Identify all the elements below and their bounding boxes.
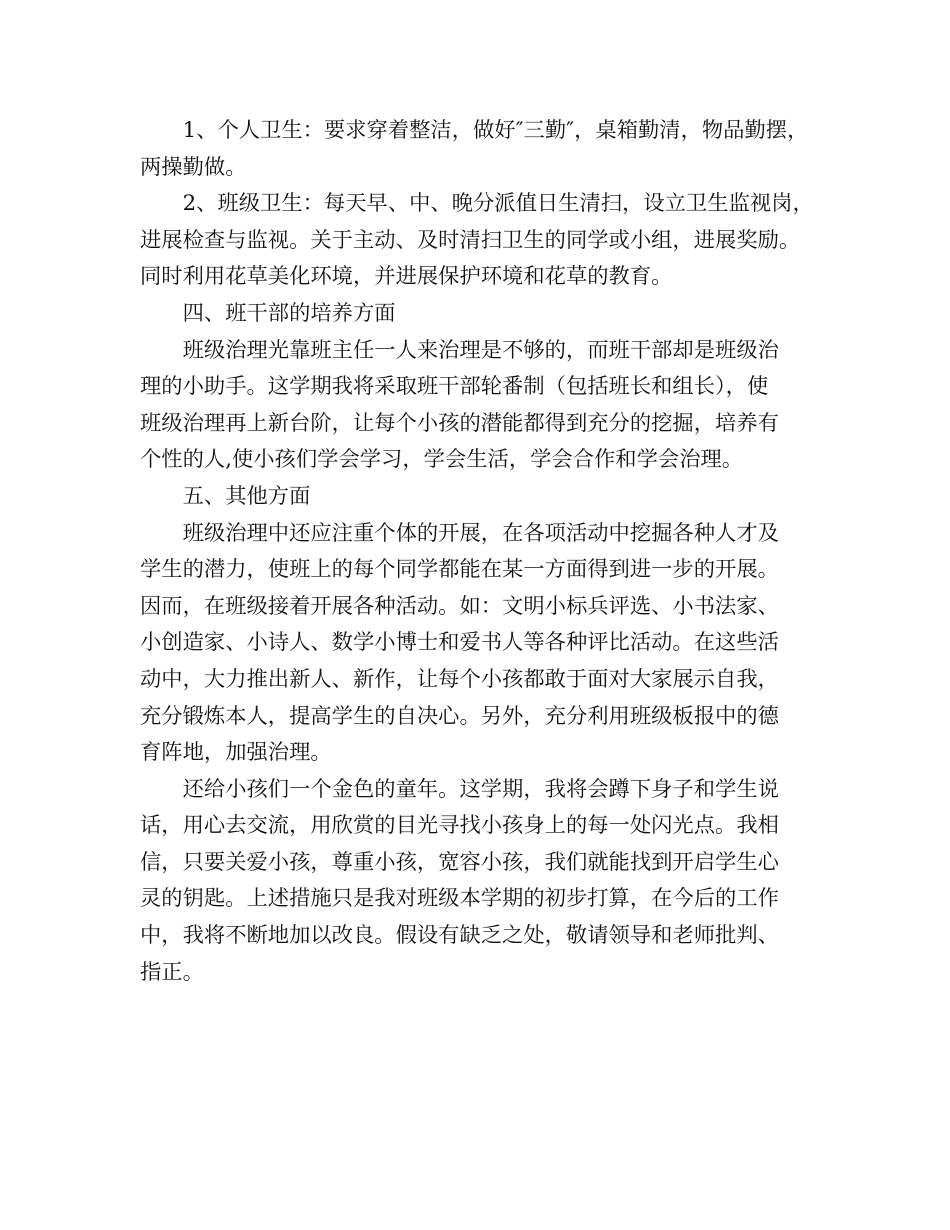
text-line: 动中，大力推出新人、新作，让每个小孩都敢于面对大家展示自我， <box>140 666 779 692</box>
text-line: 班级治理中还应注重个体的开展，在各项活动中挖掘各种人才及 <box>182 520 779 546</box>
section-heading-other <box>140 479 830 516</box>
document-body <box>140 113 830 991</box>
text-line: 中，我将不断地加以改良。假设有缺乏之处，敬请领导和老师批判、 <box>140 923 779 949</box>
paragraph-class-hygiene <box>140 186 830 296</box>
section-heading-class-cadres <box>140 296 830 333</box>
paragraph-personal-hygiene <box>140 113 830 186</box>
paragraph-other <box>140 516 830 772</box>
text-line: 进展检查与监视。关于主动、及时清扫卫生的同学或小组，进展奖励。 <box>140 227 801 253</box>
paragraph-class-cadres <box>140 333 830 479</box>
text-line: 理的小助手。这学期我将采取班干部轮番制（包括班长和组长），使 <box>140 374 769 400</box>
text-line: 2、班级卫生：每天早、中、晚分派值日生清扫，设立卫生监视岗， <box>182 191 814 217</box>
text-line: 1、个人卫生：要求穿着整洁，做好″三勤″，桌箱勤清，物品勤摆， <box>182 118 809 143</box>
text-line: 班级治理再上新台阶，让每个小孩的潜能都得到充分的挖掘，培养有 <box>140 410 779 436</box>
text-line: 充分锻炼本人，提高学生的自决心。另外，充分利用班级板报中的德 <box>140 703 779 729</box>
text-line: 同时利用花草美化环境，并进展保护环境和花草的教育。 <box>140 264 673 290</box>
text-line: 学生的潜力，使班上的每个同学都能在某一方面得到进一步的开展。 <box>140 557 779 583</box>
text-line: 还给小孩们一个金色的童年。这学期，我将会蹲下身子和学生说 <box>182 776 779 802</box>
text-line: 灵的钥匙。上述措施只是我对班级本学期的初步打算，在今后的工作 <box>140 886 779 912</box>
text-line: 班级治理光靠班主任一人来治理是不够的，而班干部却是班级治 <box>182 337 779 363</box>
text-line: 个性的人,使小孩们学会学习，学会生活，学会合作和学会治理。 <box>140 447 744 473</box>
text-line: 育阵地，加强治理。 <box>140 740 332 766</box>
paragraph-conclusion <box>140 772 830 992</box>
text-line: 因而，在班级接着开展各种活动。如：文明小标兵评选、小书法家、 <box>140 593 779 619</box>
text-line: 四、班干部的培养方面 <box>182 300 396 326</box>
text-line: 话，用心去交流，用欣赏的目光寻找小孩身上的每一处闪光点。我相 <box>140 813 779 839</box>
text-line: 小创造家、小诗人、数学小博士和爱书人等各种评比活动。在这些活 <box>140 630 779 656</box>
text-line: 指正。 <box>140 959 204 985</box>
text-line: 两操勤做。 <box>140 154 247 180</box>
text-line: 五、其他方面 <box>182 483 311 509</box>
text-line: 信，只要关爱小孩，尊重小孩，宽容小孩，我们就能找到开启学生心 <box>140 849 779 875</box>
